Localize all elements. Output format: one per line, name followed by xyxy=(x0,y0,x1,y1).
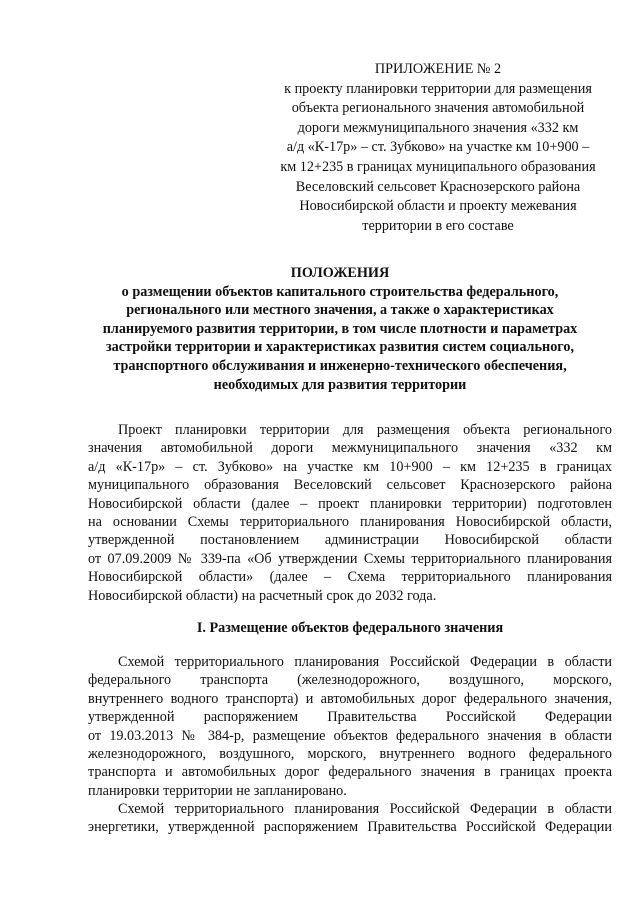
appendix-line: к проекту планировки территории для размещения xyxy=(284,80,592,97)
paragraph-line: утвержденной постановлением администрации Новосибирской области xyxy=(88,532,612,549)
intro-paragraph xyxy=(88,421,612,605)
paragraph-line: Схемой территориального планирования Российской Федерации в области xyxy=(118,654,612,670)
paragraph-line: транспорта и автомобильных дорог федерального значения в границах проекта xyxy=(88,764,612,781)
appendix-line: объекта регионального значения автомобильной xyxy=(291,100,585,117)
paragraph-line: федерального транспорта (железнодорожного, воздушного, морского, xyxy=(88,672,612,689)
paragraph-line: утвержденной распоряжением Правительства Российской Федерации xyxy=(88,709,612,726)
paragraph-line: муниципального образования Веселовский сельсовет Краснозерского района xyxy=(88,477,612,494)
title-line: необходимых для развития территории xyxy=(213,376,467,393)
appendix-header xyxy=(258,60,618,236)
federal-transport-paragraph xyxy=(88,653,612,800)
paragraph-line: Новосибирской области (далее – проект планировки территории) подготовлен xyxy=(88,495,612,512)
paragraph-line: Проект планировки территории для размещения объекта регионального xyxy=(118,422,612,438)
appendix-line: территории в его составе xyxy=(362,217,514,234)
appendix-line: км 12+235 в границах муниципального образования xyxy=(280,158,596,175)
title-heading: ПОЛОЖЕНИЯ xyxy=(290,265,390,281)
paragraph-line: Новосибирской области) на расчетный срок до 2032 года. xyxy=(88,587,437,604)
paragraph-line: Схемой территориального планирования Российской Федерации в области xyxy=(118,801,612,817)
title-line: регионального или местного значения, а также о характеристиках xyxy=(126,302,554,319)
title-line: о размещении объектов капитального строительства федерального, xyxy=(121,283,559,300)
document-title xyxy=(60,264,620,394)
title-line: транспортного обслуживания и инженерно-технического обеспечения, xyxy=(113,357,567,374)
paragraph-line: на основании Схемы территориального планирования Новосибирской области, xyxy=(88,513,612,530)
paragraph-line: планировки территории не запланировано. xyxy=(88,782,347,799)
paragraph-line: железнодорожного, воздушного, морского, внутреннего водного федерального xyxy=(88,745,612,762)
section-heading: I. Размещение объектов федерального значения xyxy=(196,620,504,636)
paragraph-line: энергетики, утвержденной распоряжением Правительства Российской Федерации xyxy=(88,819,612,836)
title-line: планируемого развития территории, в том числе плотности и параметрах xyxy=(102,320,578,337)
appendix-line: Новосибирской области и проекту межевания xyxy=(299,198,577,215)
paragraph-line: значения автомобильной дороги межмуниципального значения «332 км xyxy=(88,440,612,457)
paragraph-line: Новосибирской области» (далее – Схема территориального планирования xyxy=(88,569,612,586)
paragraph-line: внутреннего водного транспорта) и автомобильных дорог федерального значения, xyxy=(88,690,612,707)
energy-paragraph xyxy=(88,800,612,837)
paragraph-line: а/д «К-17р» – ст. Зубково» на участке км 10+900 – км 12+235 в границах xyxy=(88,458,612,475)
paragraph-line: от 07.09.2009 № 339-па «Об утверждении Схемы территориального планирования xyxy=(88,550,612,567)
appendix-line: Веселовский сельсовет Краснозерского района xyxy=(295,178,581,195)
appendix-number: ПРИЛОЖЕНИЕ № 2 xyxy=(374,61,502,77)
appendix-line: а/д «К-17р» – ст. Зубково» на участке км 10+900 – xyxy=(286,139,590,156)
title-line: застройки территории и характеристиках развития систем социального, xyxy=(105,339,575,356)
paragraph-line: от 19.03.2013 № 384-р, размещение объектов федерального значения в области xyxy=(88,727,612,744)
appendix-line: дороги межмуниципального значения «332 км xyxy=(297,119,579,136)
